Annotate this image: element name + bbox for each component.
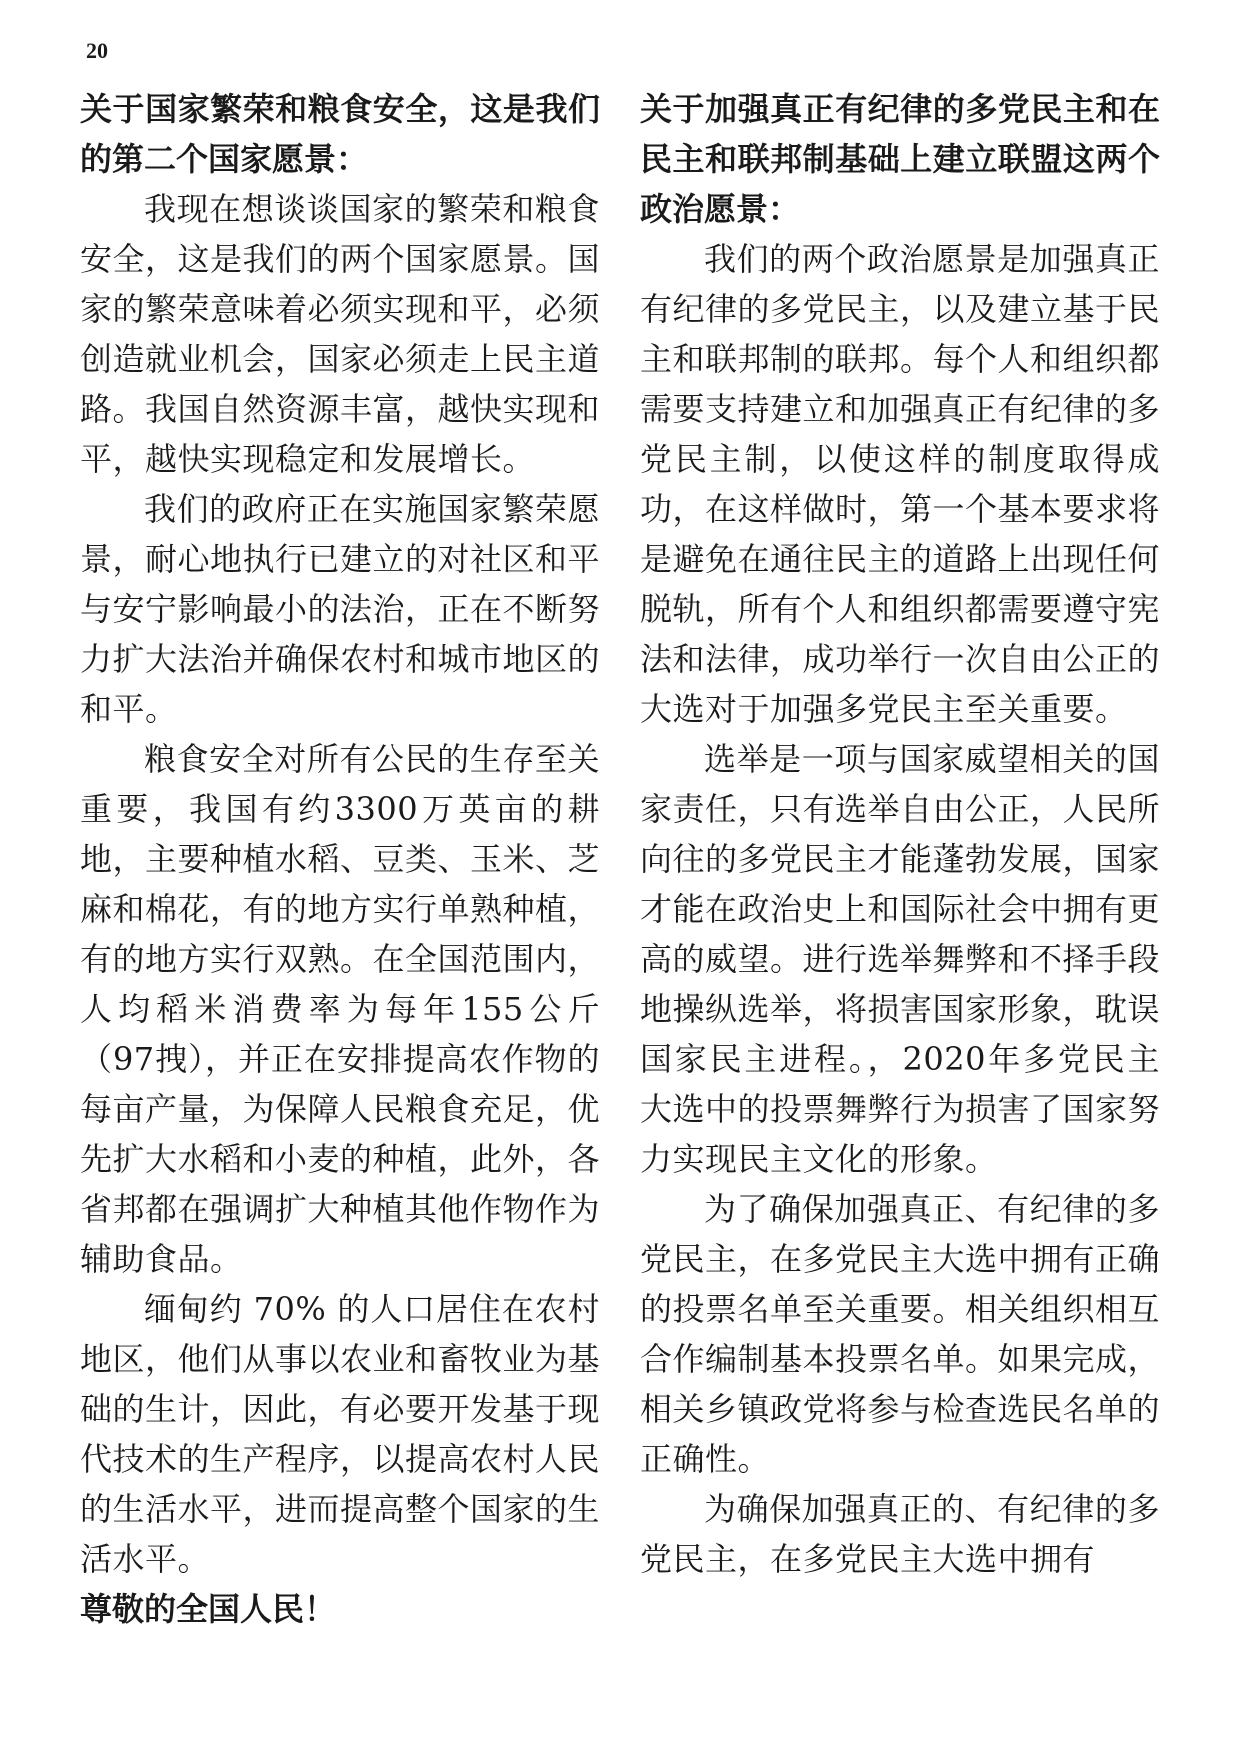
- right-column: [640, 84, 1160, 1584]
- paragraph: 粮食安全对所有公民的生存至关重要，我国有约3300万英亩的耕地，主要种植水稻、豆类、玉米、芝麻和棉花，有的地方实行单熟种植，有的地方实行双熟。在全国范围内，人均稻米消费率为每年155公斤（97拽），并正在安排提高农作物的每亩产量，为保障人民粮食充足，优先扩大水稻和小麦的种植，此外，各省邦都在强调扩大种植其他作物作为辅助食品。: [80, 740, 601, 1278]
- paragraph: 为了确保加强真正、有纪律的多党民主，在多党民主大选中拥有正确的投票名单至关重要。相关组织相互合作编制基本投票名单。如果完成，相关乡镇政党将参与检查选民名单的正确性。: [640, 1190, 1161, 1478]
- paragraph: 我们的两个政治愿景是加强真正有纪律的多党民主，以及建立基于民主和联邦制的联邦。每个人和组织都需要支持建立和加强真正有纪律的多党民主制，以使这样的制度取得成功，在这样做时，第一个基本要求将是避免在通往民主的道路上出现任何脱轨，所有个人和组织都需要遵守宪法和法律，成功举行一次自由公正的大选对于加强多党民主至关重要。: [640, 240, 1161, 728]
- paragraph: 为确保加强真正的、有纪律的多党民主，在多党民主大选中拥有: [640, 1490, 1160, 1578]
- left-column: [80, 84, 600, 1634]
- closing-heading: 尊敬的全国人民！: [80, 1590, 337, 1628]
- page-number: 20: [86, 38, 108, 63]
- paragraph: 缅甸约 70% 的人口居住在农村地区，他们从事以农业和畜牧业为基础的生计，因此，有必要开发基于现代技术的生产程序，以提高农村人民的生活水平，进而提高整个国家的生活水平。: [80, 1290, 601, 1578]
- section-heading-democracy: 关于加强真正有纪律的多党民主和在民主和联邦制基础上建立联盟这两个政治愿景：: [640, 90, 1160, 228]
- paragraph: 选举是一项与国家威望相关的国家责任，只有选举自由公正，人民所向往的多党民主才能蓬勃发展，国家才能在政治史上和国际社会中拥有更高的威望。进行选举舞弊和不择手段地操纵选举，将损害国家形象，耽误国家民主进程。，2020年多党民主大选中的投票舞弊行为损害了国家努力实现民主文化的形象。: [640, 740, 1161, 1178]
- paragraph: 我们的政府正在实施国家繁荣愿景，耐心地执行已建立的对社区和平与安宁影响最小的法治，正在不断努力扩大法治并确保农村和城市地区的和平。: [80, 490, 601, 728]
- section-heading-prosperity: 关于国家繁荣和粮食安全，这是我们的第二个国家愿景：: [80, 90, 600, 178]
- paragraph: 我现在想谈谈国家的繁荣和粮食安全，这是我们的两个国家愿景。国家的繁荣意味着必须实现和平，必须创造就业机会，国家必须走上民主道路。我国自然资源丰富，越快实现和平，越快实现稳定和发展增长。: [80, 190, 601, 478]
